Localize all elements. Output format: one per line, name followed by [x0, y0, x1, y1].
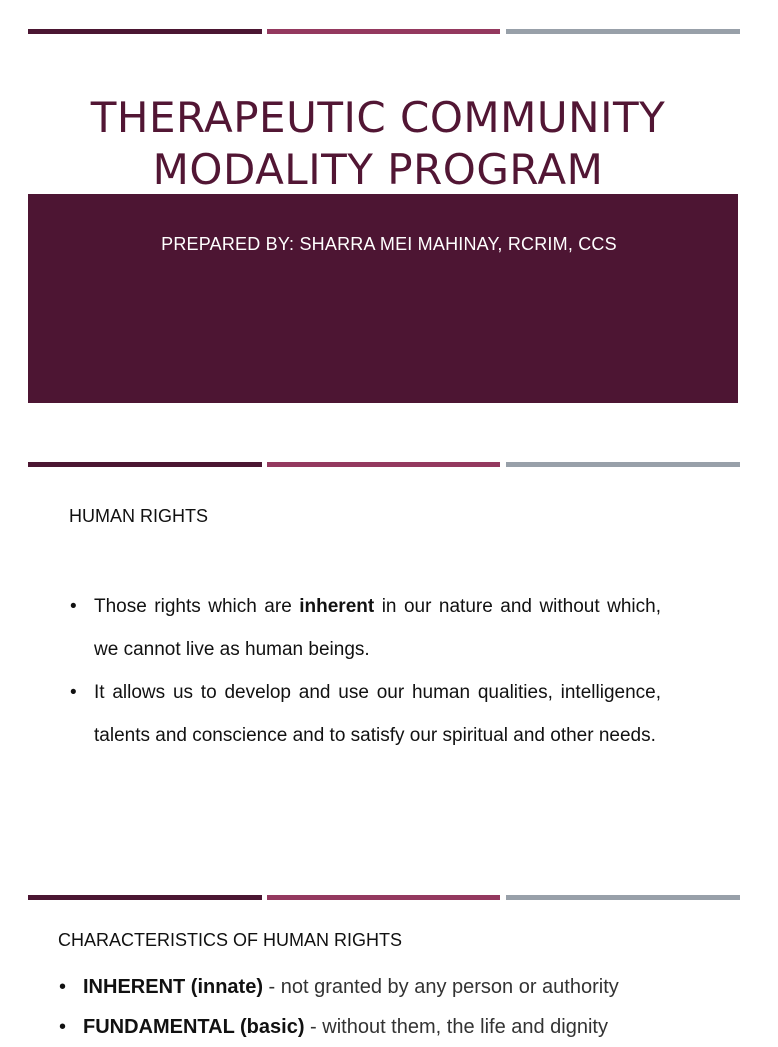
- characteristic-description: - not granted by any person or authority: [263, 976, 619, 998]
- bullet-icon: •: [59, 1016, 67, 1038]
- accent-bars-slide2: [28, 462, 740, 467]
- characteristics-heading: CHARACTERISTICS OF HUMAN RIGHTS: [58, 930, 403, 950]
- bullet-text: It allows us to develop and use our human qualities, intelligence, talents and conscience and to satisfy our spiritual and other needs.: [94, 682, 661, 746]
- accent-bar-gray: [506, 895, 740, 900]
- bullet-icon: •: [59, 976, 67, 998]
- accent-bar-dark: [28, 462, 262, 467]
- bullet-icon: •: [70, 596, 77, 617]
- slide-title: [0, 92, 756, 196]
- accent-bar-gray: [506, 29, 740, 34]
- bullet-text-suffix: in our nature and without which, we cannot live as human beings.: [94, 596, 661, 660]
- human-rights-heading: HUMAN RIGHTS: [69, 506, 208, 526]
- characteristic-description: - without them, the life and dignity: [304, 1016, 608, 1038]
- accent-bar-magenta: [267, 462, 500, 467]
- bullet-icon: •: [70, 682, 77, 703]
- accent-bar-gray: [506, 462, 740, 467]
- bullet-text-prefix: Those rights which are: [94, 596, 300, 617]
- human-rights-bullets: [70, 585, 661, 757]
- accent-bars-slide1: [28, 29, 740, 34]
- bullet-emphasis: inherent: [299, 596, 375, 617]
- list-item: [70, 585, 661, 671]
- characteristics-bullets: [59, 967, 743, 1047]
- accent-bar-magenta: [267, 895, 500, 900]
- list-item: [70, 671, 661, 757]
- accent-bar-dark: [28, 29, 262, 34]
- presenter-subtitle: PREPARED BY: SHARRA MEI MAHINAY, RCRIM, CCS: [161, 234, 617, 254]
- accent-bar-magenta: [267, 29, 500, 34]
- list-item: [59, 1007, 743, 1047]
- slide-title-line1: THERAPEUTIC COMMUNITY: [90, 93, 666, 142]
- characteristic-term: INHERENT (innate): [83, 976, 263, 998]
- list-item: [59, 967, 743, 1007]
- title-banner: [28, 194, 738, 403]
- accent-bar-dark: [28, 895, 262, 900]
- characteristic-term: FUNDAMENTAL (basic): [83, 1016, 305, 1038]
- slide-title-line2: MODALITY PROGRAM: [152, 145, 604, 194]
- accent-bars-slide3: [28, 895, 740, 900]
